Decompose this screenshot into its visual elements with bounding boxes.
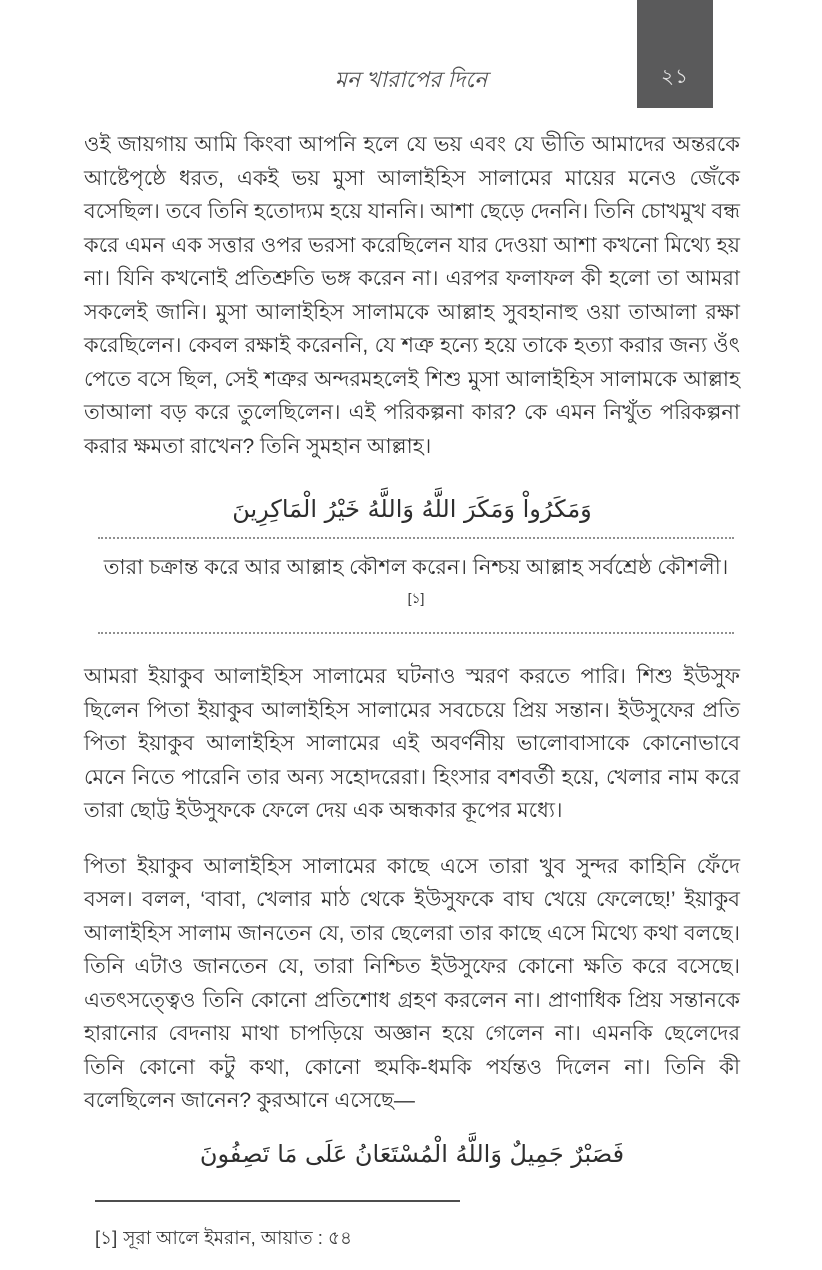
page-content <box>84 128 740 1255</box>
arabic-verse: وَمَكَرُواْ وَمَكَرَ اللَّهُ وَاللَّهُ خَيْرُ الْمَاكِرِينَ <box>232 495 592 523</box>
translation-quote-box <box>98 537 734 634</box>
verse-translation <box>98 553 734 620</box>
page-number: ২১ <box>661 66 689 88</box>
footnote-text: সূরা আলে ইমরান, আয়াত : ৫৪ <box>123 1226 353 1248</box>
paragraph: আমরা ইয়াকুব আলাইহিস সালামের ঘটনাও স্মরণ করতে পারি। শিশু ইউসুফ ছিলেন পিতা ইয়াকুব আলাইহিস সালামের সবচেয়ে প্রিয় সন্তান। ইউসুফের প্রতি পিতা ইয়াকুব আলাইহিস সালামের এই অবর্ণনীয় ভালোবাসাকে কোনোভাবে মেনে নিতে পারেনি তার অন্য সহোদরেরা। হিংসার বশবর্তী হয়ে, খেলার নাম করে তারা ছোট্ট ইউসুফকে ফেলে দেয় এক অন্ধকার কূপের মধ্যে। <box>84 665 740 822</box>
arabic-verse: فَصَبْرٌ جَمِيلٌ وَاللَّهُ الْمُسْتَعَانُ عَلَى مَا تَصِفُونَ <box>199 1139 625 1168</box>
footnote-divider <box>95 1200 460 1202</box>
footnote-reference-superscript: [১] <box>407 590 425 606</box>
footnote <box>95 1224 740 1255</box>
paragraph: ওই জায়গায় আমি কিংবা আপনি হলে যে ভয় এবং যে ভীতি আমাদের অন্তরকে আষ্টেপৃষ্ঠে ধরত, একই ভয় মুসা আলাইহিস সালামের মায়ের মনেও জেঁকে বসেছিল। তবে তিনি হতোদ্যম হয়ে যাননি। আশা ছেড়ে দেননি। তিনি চোখমুখ বন্ধ করে এমন এক সত্তার ওপর ভরসা করেছিলেন যার দেওয়া আশা কখনো মিথ্যে হয় না। যিনি কখনোই প্রতিশ্রুতি ভঙ্গ করেন না। এরপর ফলাফল কী হলো তা আমরা সকলেই জানি। মুসা আলাইহিস সালামকে আল্লাহ সুবহানাহু ওয়া তাআলা রক্ষা করেছিলেন। কেবল রক্ষাই করেননি, যে শত্রু হন্যে হয়ে তাকে হত্যা করার জন্য ওঁৎ পেতে বসে ছিল, সেই শত্রুর অন্দরমহলেই শিশু মুসা আলাইহিস সালামকে আল্লাহ তাআলা বড় করে তুলেছিলেন। এই পরিকল্পনা কার? কে এমন নিখুঁত পরিকল্পনা করার ক্ষমতা রাখেন? তিনি সুমহান আল্লাহ। <box>84 133 740 458</box>
footnote-marker: [১] <box>95 1226 118 1248</box>
chapter-title: মন খারাপের দিনে <box>334 67 488 92</box>
paragraph: পিতা ইয়াকুব আলাইহিস সালামের কাছে এসে তারা খুব সুন্দর কাহিনি ফেঁদে বসল। বলল, ‘বাবা, খেলার মাঠ থেকে ইউসুফকে বাঘ খেয়ে ফেলেছে!’ ইয়াকুব আলাইহিস সালাম জানতেন যে, তার ছেলেরা তার কাছে এসে মিথ্যে কথা বলছে। তিনি এটাও জানতেন যে, তারা নিশ্চিত ইউসুফের কোনো ক্ষতি করে বসেছে। এতৎসত্ত্বেও তিনি কোনো প্রতিশোধ গ্রহণ করলেন না। প্রাণাধিক প্রিয় সন্তানকে হারানোর বেদনায় মাথা চাপড়িয়ে অজ্ঞান হয়ে গেলেন না। এমনকি ছেলেদের তিনি কোনো কটু কথা, কোনো হুমকি-ধমকি পর্যন্তও দিলেন না। তিনি কী বলেছিলেন জানেন? কুরআনে এসেছে— <box>84 854 740 1112</box>
verse-translation-text: তারা চক্রান্ত করে আর আল্লাহ কৌশল করেন। নিশ্চয় আল্লাহ সর্বশ্রেষ্ঠ কৌশলী। <box>103 556 729 579</box>
